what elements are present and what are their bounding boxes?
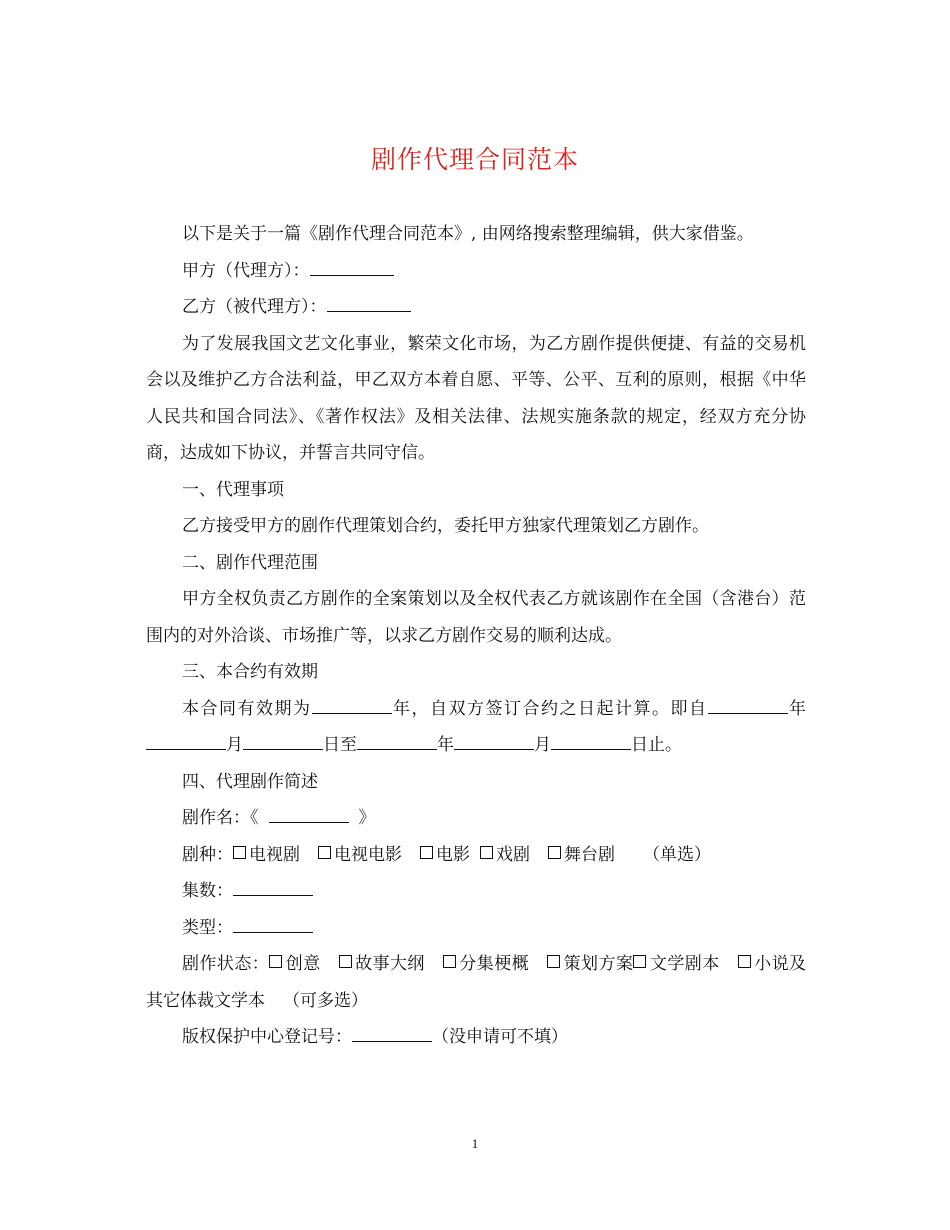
- genre-checkbox[interactable]: [480, 846, 493, 859]
- genre-line: [146, 837, 806, 874]
- copyright-label: 版权保护中心登记号：: [182, 1027, 352, 1047]
- genre-option-label: 电视剧: [249, 844, 300, 865]
- document-body: [146, 216, 806, 1056]
- status-checkbox[interactable]: [339, 955, 352, 968]
- genre-option-label: 戏剧: [496, 844, 530, 865]
- episodes-blank: [233, 879, 313, 896]
- genre-checkbox[interactable]: [318, 846, 331, 859]
- genre-option-label: 舞台剧: [564, 844, 615, 865]
- section3-heading: 三、本合约有效期: [182, 662, 318, 682]
- status-checkbox[interactable]: [547, 955, 560, 968]
- type-label: 类型：: [182, 917, 233, 938]
- section4-heading: 四、代理剧作简述: [182, 771, 318, 792]
- episodes-line: [146, 873, 806, 910]
- party-a-blank: [310, 258, 394, 275]
- document-title: 剧作代理合同范本: [370, 145, 579, 174]
- copyright-note: （没申请可不填）: [432, 1027, 568, 1047]
- start-day-blank: [243, 733, 323, 750]
- term-part-4: 月: [226, 735, 243, 755]
- end-day-blank: [551, 733, 631, 750]
- status-checkbox[interactable]: [443, 955, 456, 968]
- genre-checkbox[interactable]: [548, 846, 561, 859]
- intro-paragraph: 以下是关于一篇《剧作代理合同范本》, 由网络搜索整理编辑，供大家借鉴。: [182, 224, 754, 244]
- status-checkbox[interactable]: [738, 955, 751, 968]
- status-checkbox[interactable]: [269, 955, 282, 968]
- section2-text: 甲方全权负责乙方剧作的全案策划以及全权代表乙方就该剧作在全国（含港台）范围内的对外洽谈、市场推广等，以求乙方剧作交易的顺利达成。: [146, 589, 806, 646]
- play-name-label: 剧作名：《: [182, 808, 259, 828]
- genre-checkbox[interactable]: [420, 846, 433, 859]
- start-month-blank: [146, 733, 226, 750]
- status-option-label: 故事大纲: [354, 954, 425, 974]
- term-years-blank: [312, 696, 392, 713]
- term-part-7: 月: [534, 735, 551, 755]
- term-part-6: 年: [437, 735, 454, 755]
- status-checkbox[interactable]: [633, 955, 646, 968]
- status-option-label: 文学剧本: [649, 954, 720, 974]
- status-line: [146, 946, 806, 1019]
- term-part-2: 年，自双方签订合约之日起计算。即自: [391, 698, 708, 719]
- start-year-blank: [708, 696, 788, 713]
- play-name-blank: [269, 806, 349, 823]
- type-blank: [233, 915, 313, 932]
- term-part-8: 日止。: [631, 735, 682, 755]
- end-month-blank: [454, 733, 534, 750]
- genre-option-label: 电视电影: [334, 844, 402, 865]
- party-b-label: 乙方（被代理方）：: [182, 297, 327, 317]
- status-option-label: 分集梗概: [458, 954, 530, 974]
- type-line: [146, 910, 806, 947]
- section2-heading: 二、剧作代理范围: [182, 552, 318, 573]
- play-name-line: [146, 800, 806, 837]
- copyright-line: [146, 1019, 806, 1056]
- preamble-paragraph: 为了发展我国文艺文化事业，繁荣文化市场，为乙方剧作提供便捷、有益的交易机会以及维护乙方合法利益，甲乙双方本着自愿、平等、公平、互利的原则，根据《中华人民共和国合同法》、《著作权法》及相关法律、法规实施条款的规定，经双方充分协商，达成如下协议，并誓言共同守信。: [146, 333, 806, 463]
- genre-note: （单选）: [643, 844, 711, 865]
- term-part-1: 本合同有效期为: [182, 698, 312, 719]
- genre-label: 剧种：: [182, 844, 233, 865]
- status-option-label: 创意: [285, 954, 321, 974]
- genre-checkbox[interactable]: [233, 846, 246, 859]
- status-label: 剧作状态：: [182, 954, 270, 974]
- end-year-blank: [357, 733, 437, 750]
- party-b-line: [146, 289, 806, 326]
- term-part-5: 日至: [323, 735, 357, 755]
- party-a-label: 甲方（代理方）：: [182, 260, 310, 281]
- section1-text: 乙方接受甲方的剧作代理策划合约，委托甲方独家代理策划乙方剧作。: [182, 516, 709, 536]
- genre-option-label: 电影: [436, 844, 470, 865]
- page-number: 1: [471, 1136, 479, 1151]
- party-a-line: [146, 253, 806, 290]
- episodes-label: 集数：: [182, 881, 233, 901]
- section1-heading: 一、代理事项: [182, 479, 284, 500]
- status-option-label: 策划方案: [563, 954, 634, 974]
- section3-term-text: [146, 691, 806, 764]
- copyright-blank: [352, 1025, 432, 1042]
- party-b-blank: [327, 295, 411, 312]
- term-part-3: 年: [787, 698, 806, 719]
- play-name-close: 》: [358, 808, 376, 828]
- status-option-label: 小说及其它体裁文学本: [146, 954, 807, 1011]
- status-note: （可多选）: [283, 990, 368, 1011]
